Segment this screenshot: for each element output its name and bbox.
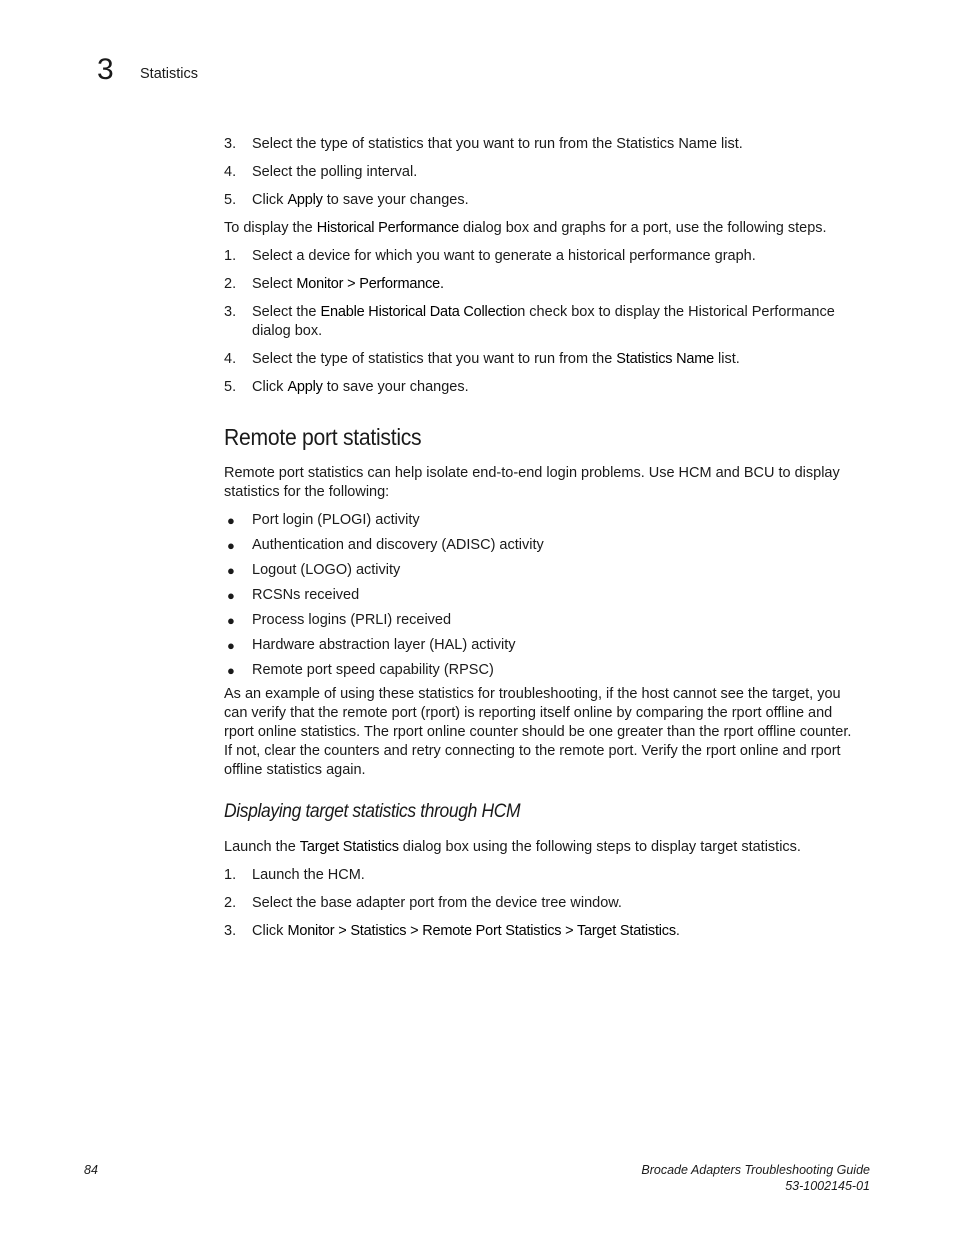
paragraph: Remote port statistics can help isolate end-to-end login problems. Use HCM and BCU to display statistics for the following: [224, 465, 840, 500]
bullet-icon: ● [227, 663, 235, 678]
step-number: 2. [224, 276, 237, 292]
step-number: 4. [224, 164, 237, 180]
footer-doc-number: 53-1002145-01 [785, 1179, 870, 1193]
step-number: 3. [224, 304, 237, 320]
chapter-number: 3 [97, 53, 114, 86]
bullet-icon: ● [227, 563, 235, 578]
step-number: 4. [224, 351, 237, 367]
ui-term: Apply [287, 379, 323, 395]
ui-term: Historical Performance [316, 220, 459, 236]
step-text: Select a device for which you want to generate a historical performance graph. [252, 248, 756, 264]
section-heading: Remote port statistics [224, 424, 422, 450]
paragraph: To display the Historical Performance dialog box and graphs for a port, use the following steps. [224, 220, 827, 236]
page-number: 84 [84, 1163, 98, 1177]
bullet-icon: ● [227, 538, 235, 553]
step-number: 1. [224, 867, 237, 883]
ui-term: Monitor > Performance. [296, 276, 444, 292]
subsection-heading: Displaying target statistics through HCM [224, 801, 521, 822]
step-number: 3. [224, 136, 237, 152]
ui-term: Target Statistics [299, 839, 399, 855]
ui-term: Monitor > Statistics > Remote Port Statistics > Target Statistics [287, 923, 676, 939]
paragraph: As an example of using these statistics for troubleshooting, if the host cannot see the target, you can verify that the remote port (rport) is reporting itself online by comparing the rport offline and rport online statistics. The rport online counter should be one greater than the rport offline counter. If not, clear the counters and retry connecting to the remote port. Verify the rport online and rport offline statistics again. [224, 686, 852, 778]
ui-term: Enable Historical Data Collectio [320, 304, 518, 320]
step-text: Select the base adapter port from the device tree window. [252, 895, 622, 911]
step-text: Click Apply to save your changes. [252, 379, 469, 395]
step-text: Select Monitor > Performance. [252, 276, 444, 292]
paragraph: Launch the Target Statistics dialog box using the following steps to display target statistics. [224, 839, 801, 855]
bullet-icon: ● [227, 588, 235, 603]
footer-doc-title: Brocade Adapters Troubleshooting Guide [641, 1163, 870, 1177]
list-item [224, 303, 874, 343]
step-text: Select the polling interval. [252, 164, 418, 180]
ui-term: Statistics Name [616, 351, 715, 367]
step-number: 3. [224, 923, 237, 939]
bullet-icon: ● [227, 638, 235, 653]
step-text: Select the Enable Historical Data Collection check box to display the Historical Performance dialog box. [252, 304, 835, 339]
step-number: 2. [224, 895, 237, 911]
bullet-icon: ● [227, 513, 235, 528]
step-text: Select the type of statistics that you want to run from the Statistics Name list. [252, 136, 743, 152]
step-number: 5. [224, 379, 237, 395]
step-text: Launch the HCM. [252, 867, 365, 883]
chapter-title: Statistics [140, 66, 199, 82]
step-text: Click Monitor > Statistics > Remote Port Statistics > Target Statistics. [252, 923, 680, 939]
step-text: Click Apply to save your changes. [252, 192, 469, 208]
step-text: Select the type of statistics that you want to run from the Statistics Name list. [252, 351, 740, 367]
bullet-icon: ● [227, 613, 235, 628]
step-number: 1. [224, 248, 237, 264]
step-number: 5. [224, 192, 237, 208]
ui-term: Apply [287, 192, 323, 208]
